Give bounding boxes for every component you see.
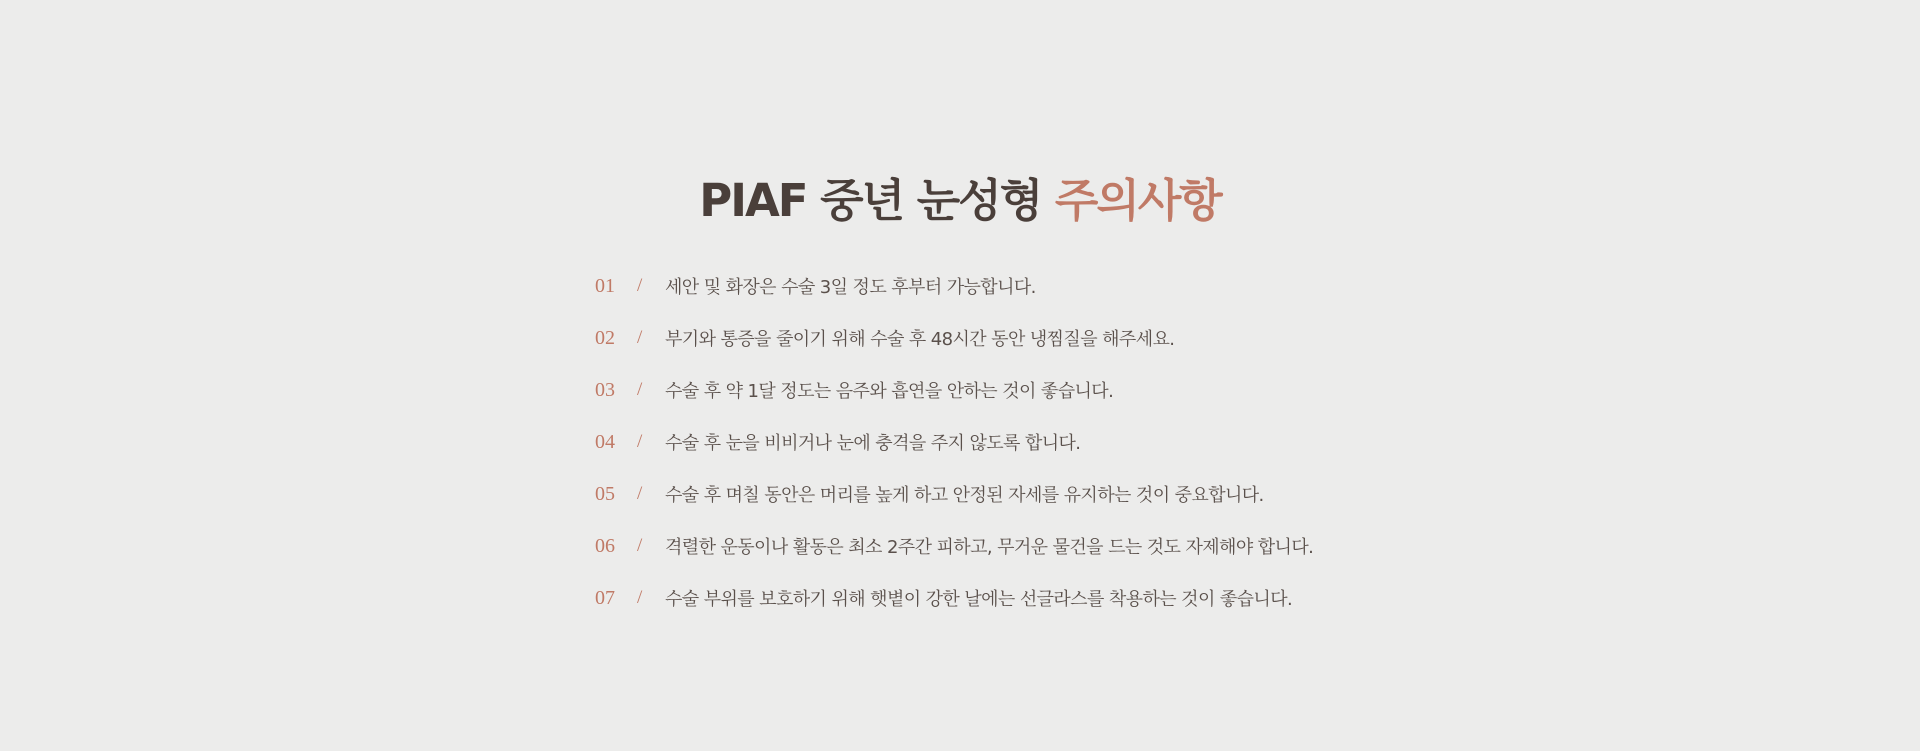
page-title: [0, 168, 1920, 234]
item-separator: /: [637, 535, 643, 556]
item-separator: /: [637, 327, 643, 348]
item-text: 수술 부위를 보호하기 위해 햇볕이 강한 날에는 선글라스를 착용하는 것이 좋습니다.: [665, 589, 1293, 610]
item-text: 수술 후 며칠 동안은 머리를 높게 하고 안정된 자세를 유지하는 것이 중요합니다.: [665, 485, 1264, 506]
item-text: 수술 후 눈을 비비거나 눈에 충격을 주지 않도록 합니다.: [665, 433, 1081, 454]
item-text: 부기와 통증을 줄이기 위해 수술 후 48시간 동안 냉찜질을 해주세요.: [665, 329, 1175, 350]
item-number: 02: [595, 326, 615, 349]
item-text: 격렬한 운동이나 활동은 최소 2주간 피하고, 무거운 물건을 드는 것도 자제해야 합니다.: [665, 537, 1314, 558]
list-item: [595, 312, 1595, 364]
title-main: PIAF 중년 눈성형: [699, 174, 1042, 228]
item-text: 수술 후 약 1달 정도는 음주와 흡연을 안하는 것이 좋습니다.: [665, 381, 1114, 402]
item-number: 05: [595, 482, 615, 505]
item-number: 07: [595, 586, 615, 609]
item-separator: /: [637, 431, 643, 452]
list-item: [595, 468, 1595, 520]
item-separator: /: [637, 483, 643, 504]
item-number: 04: [595, 430, 615, 453]
item-number: 03: [595, 378, 615, 401]
precaution-list: [595, 260, 1595, 624]
item-separator: /: [637, 275, 643, 296]
list-item: [595, 260, 1595, 312]
item-separator: /: [637, 587, 643, 608]
list-item: [595, 572, 1595, 624]
title-accent: 주의사항: [1054, 174, 1221, 228]
list-item: [595, 364, 1595, 416]
item-number: 01: [595, 274, 615, 297]
item-text: 세안 및 화장은 수술 3일 정도 후부터 가능합니다.: [665, 277, 1036, 298]
item-number: 06: [595, 534, 615, 557]
list-item: [595, 416, 1595, 468]
list-item: [595, 520, 1595, 572]
item-separator: /: [637, 379, 643, 400]
